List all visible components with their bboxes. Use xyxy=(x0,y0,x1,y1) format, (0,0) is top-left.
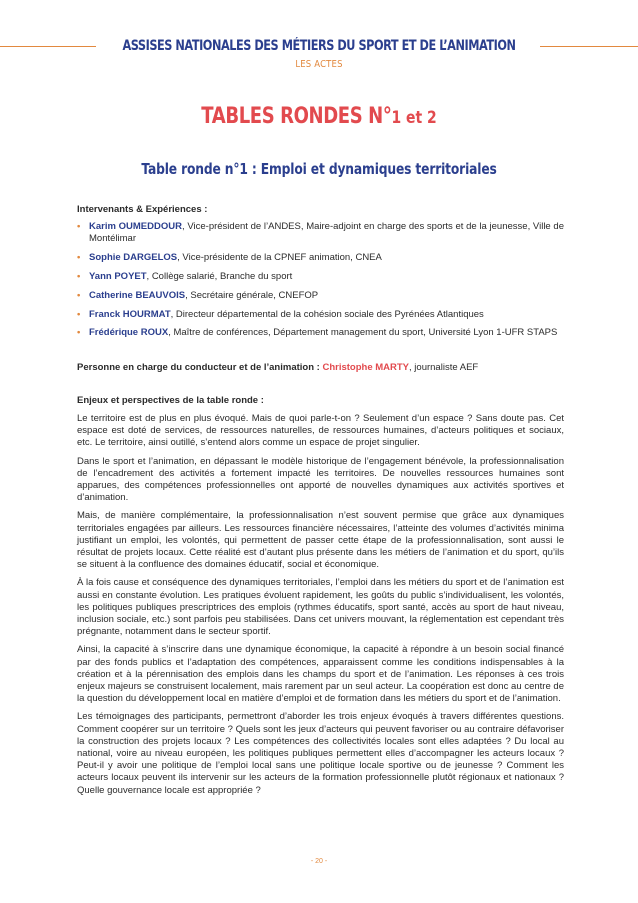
page-number: - 20 - xyxy=(310,858,328,865)
paragraph: Mais, de manière complémentaire, la professionnalisation n’est souvent permise que grâce aux dynamiques territoriales engagées par ailleurs. Les ressources financière nécessaires, l’atteinte des volumes d’activités minima justifiant un emploi, les volontés, qui permettent de passer cette étape de la professionnalisation, sont aussi le résultat de projets locaux. Cette réalité est d’autant plus présente dans les métiers de l’animation et du sport, qu’ils se situent à la confluence des domaines éducatif, social et économique. xyxy=(77,510,564,571)
list-item xyxy=(77,252,564,264)
paragraph: Les témoignages des participants, permettront d’aborder les trois enjeux évoqués à travers différentes questions. Comment coopérer sur un territoire ? Quels sont les jeux d’acteurs qui peuvent favoriser ou au contraire défavoriser la construction des projets locaux ? Les compétences des collectivités locales sont elles adaptées ? Du local au national, voire au niveau européen, les politiques publiques permettent elles d’accompagner les acteurs locaux ? Peut-il y avoir une politique de l’emploi local sans une politique locale sportive ou de jeunesse ? Comment les acteurs locaux peuvent ils intervenir sur les acteurs de la formation professionnelle plutôt régionaux et nationaux ? Quelle gouvernance locale est appropriée ? xyxy=(77,711,564,796)
paragraph: Dans le sport et l’animation, en dépassant le modèle historique de l’engagement bénévole, la professionnalisation de l’encadrement des activités a fortement impacté les territoires. De nouvelles ressources humaines sont apparues, des compétences professionnelles ont apporté de nouvelles dynamiques aux activités sportives et d’animation. xyxy=(77,455,564,504)
speaker-desc: , Vice-présidente de la CPNEF animation, CNEA xyxy=(177,252,382,264)
speaker-desc: , Directeur départemental de la cohésion sociale des Pyrénées Atlantiques xyxy=(170,308,484,320)
speaker-desc: , Secrétaire générale, CNEFOP xyxy=(185,289,319,301)
tables-title-number: 1 et 2 xyxy=(391,108,437,128)
speaker-desc: , Vice-président de l’ANDES, Maire-adjoint en charge des sports et de la jeunesse, Ville de Montélimar xyxy=(89,221,564,245)
bullet: • xyxy=(77,327,81,339)
paragraph: Ainsi, la capacité à s’inscrire dans une dynamique économique, la capacité à répondre à un besoin social financé par des fonds publics et l’adaptation des compétences, apparaissent comme les conditions indispensables à la création et à la pérennisation des emplois dans les champs du sport et de l’animation. Les réponses à ces trois enjeux majeurs se construisent localement, mais rarement par un seul acteur. La coopération est donc au centre de la question du développement local en matière d’emploi et de formation dans les métiers du sport et de l’animation. xyxy=(77,644,564,705)
list-item xyxy=(77,290,564,302)
speaker-name: Franck HOURMAT xyxy=(89,308,171,320)
intervenants-label: Intervenants & Expériences : xyxy=(77,204,208,215)
list-item xyxy=(77,309,564,321)
bullet: • xyxy=(77,308,81,320)
animator-label: Personne en charge du conducteur et de l’animation : xyxy=(77,361,323,373)
table-ronde-subtitle: Table ronde n°1 : Emploi et dynamiques territoriales xyxy=(141,160,497,178)
intervenants-list xyxy=(77,221,564,339)
bullet: • xyxy=(77,221,81,233)
bullet: • xyxy=(77,271,81,282)
header-subtitle: LES ACTES xyxy=(295,59,343,70)
speaker-name: Karim OUMEDDOUR xyxy=(89,221,182,233)
bullet: • xyxy=(77,252,81,264)
animator-line xyxy=(77,362,564,374)
main-content xyxy=(77,204,564,797)
enjeux-label: Enjeux et perspectives de la table ronde : xyxy=(77,394,264,406)
paragraph: À la fois cause et conséquence des dynamiques territoriales, l’emploi dans les métiers du sport et de l’animation est aussi en constante évolution. Les pratiques évoluent rapidement, les goûts du public s’individualisent, les volontés, les politiques publiques prescriptrices des emplois (rythmes éducatifs, sport santé, accès au sport de haut niveau, inclusion sociale, etc.) sont parfois peu stabilisées. Dans cet univers mouvant, la réglementation est cependant très prégnante, notamment dans le secteur sportif. xyxy=(77,577,564,638)
speaker-name: Frédérique ROUX xyxy=(89,327,169,339)
speaker-desc: , Maître de conférences, Département management du sport, Université Lyon 1-UFR STAPS xyxy=(168,327,558,339)
speaker-name: Yann POYET xyxy=(89,271,147,282)
list-item xyxy=(77,271,564,283)
list-item xyxy=(77,221,564,245)
tables-rondes-title xyxy=(57,104,580,129)
bullet: • xyxy=(77,289,81,301)
header-title: ASSISES NATIONALES DES MÉTIERS DU SPORT ET DE L’ANIMATION xyxy=(122,38,516,54)
speaker-name: Catherine BEAUVOIS xyxy=(89,289,186,301)
tables-title-main: TABLES RONDES N° xyxy=(201,104,392,129)
paragraph: Le territoire est de plus en plus évoqué. Mais de quoi parle-t-on ? Seulement d’un espace ? Sans doute pas. Cet espace est doté de services, de ressources naturelles, de ressources humaines, d’acteurs politiques et sociaux, etc. Le territoire, ainsi outillé, s’entend alors comme un espace de projet singulier. xyxy=(77,413,564,449)
speaker-desc: , Collège salarié, Branche du sport xyxy=(146,271,293,282)
speaker-name: Sophie DARGELOS xyxy=(89,252,178,264)
list-item xyxy=(77,327,564,339)
animator-name: Christophe MARTY xyxy=(322,361,410,373)
animator-desc: , journaliste AEF xyxy=(409,361,479,373)
